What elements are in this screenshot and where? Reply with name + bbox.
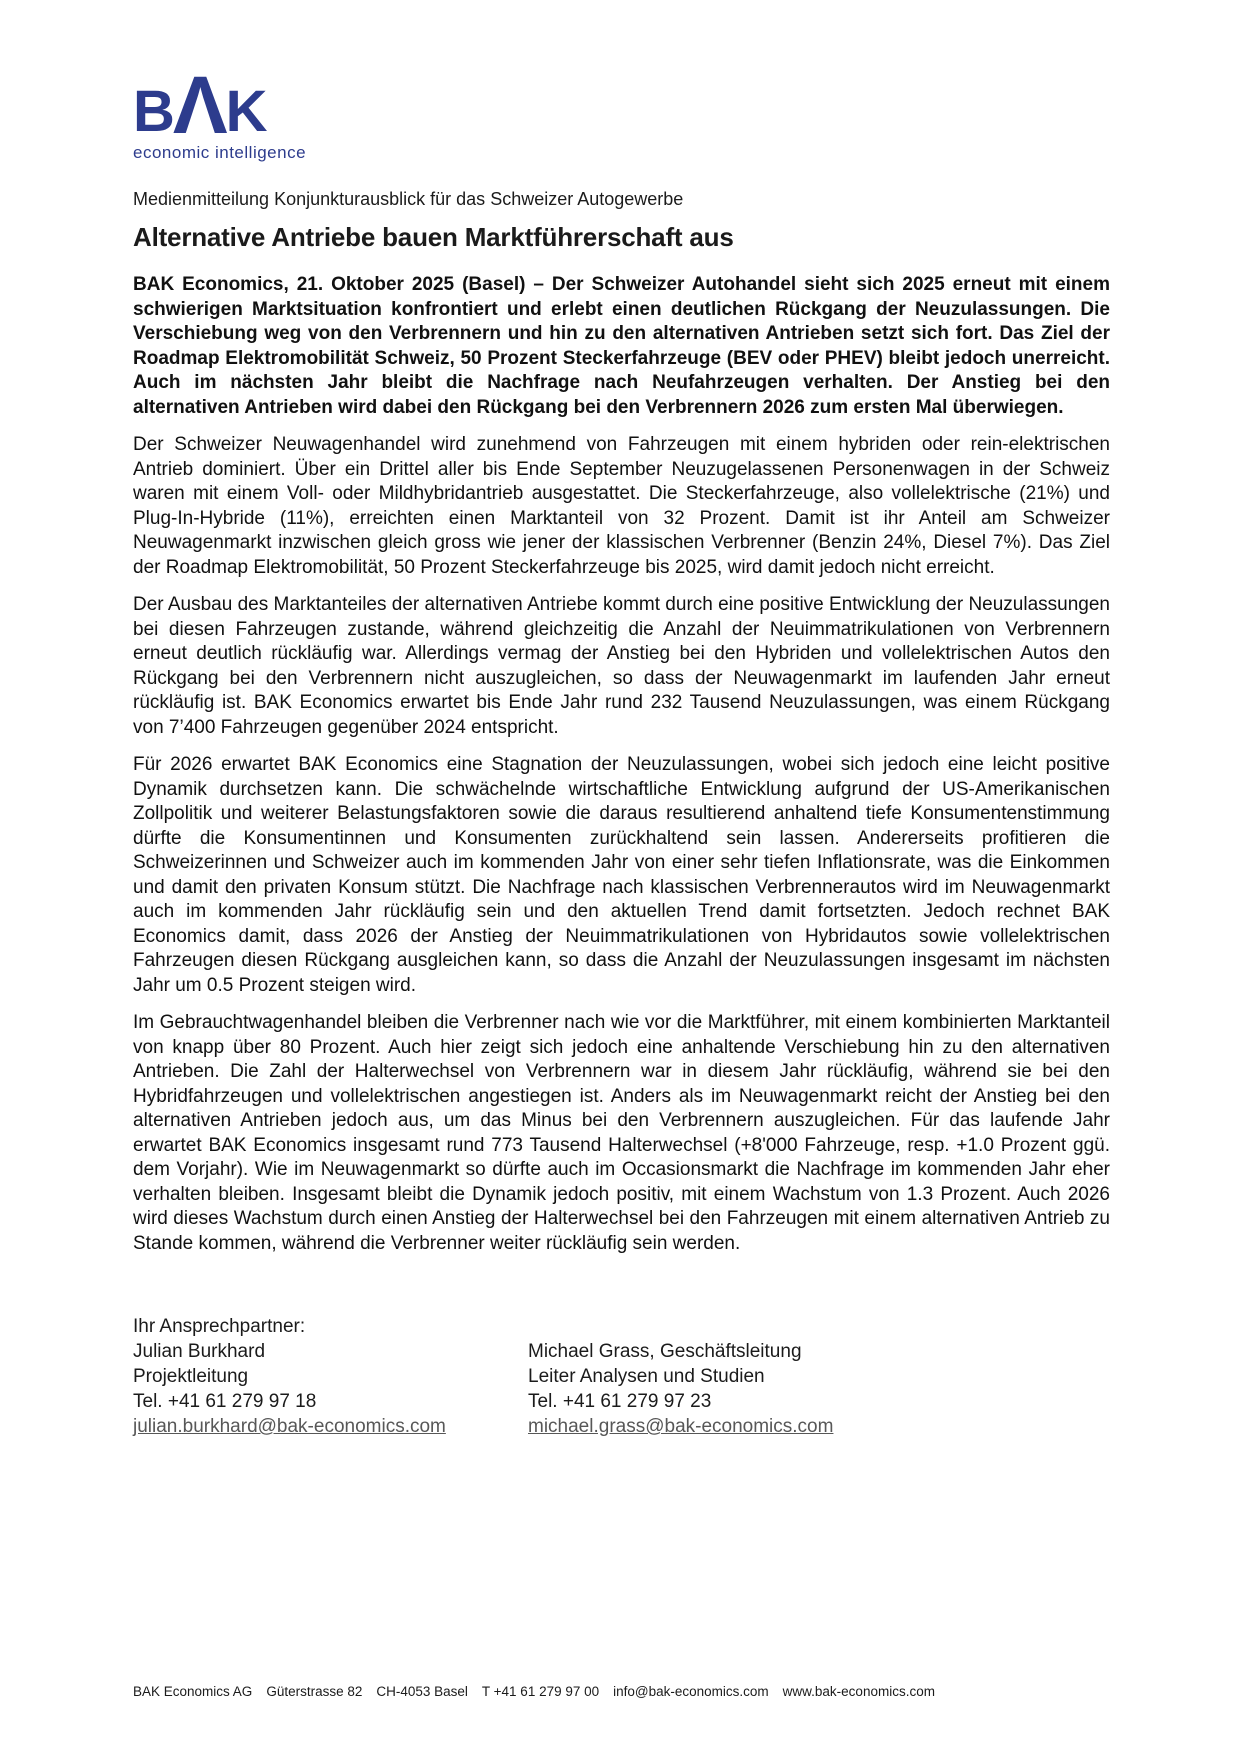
document-kicker: Medienmitteilung Konjunkturausblick für das Schweizer Autogewerbe	[133, 189, 684, 209]
body-paragraph: Der Schweizer Neuwagenhandel wird zunehmend von Fahrzeugen mit einem hybriden oder rein-elektrischen Antrieb dominiert. Über ein Drittel aller bis Ende September Neuzugelassenen Personenwagen in der Schweiz waren mit einem Voll- oder Mildhybridantrieb ausgestattet. Die Steckerfahrzeuge, also vollelektrische (21%) und Plug-In-Hybride (11%), erreichten einen Marktanteil von 32 Prozent. Damit ist ihr Anteil am Schweizer Neuwagenmarkt inzwischen gleich gross wie jener der klassischen Verbrenner (Benzin 24%, Diesel 7%). Das Ziel der Roadmap Elektromobilität, 50 Prozent Steckerfahrzeuge bis 2025, wird damit jedoch nicht erreicht.	[133, 434, 1110, 578]
logo-letter-b: B	[133, 79, 173, 144]
contact-phone: Tel. +41 61 279 97 18	[133, 1391, 317, 1412]
email-link-julian-burkhard[interactable]: julian.burkhard@bak-economics.com	[133, 1416, 446, 1437]
contact-card-julian-burkhard	[133, 1339, 528, 1439]
logo-tagline: economic intelligence	[133, 143, 307, 162]
contact-name: Michael Grass, Geschäftsleitung	[528, 1341, 802, 1362]
footer-street: Güterstrasse 82	[266, 1684, 363, 1699]
footer-website: www.bak-economics.com	[782, 1684, 935, 1699]
body-paragraph: Für 2026 erwartet BAK Economics eine Stagnation der Neuzulassungen, wobei sich jedoch eine leicht positive Dynamik durchsetzen kann. Die schwächelnde wirtschaftliche Entwicklung aufgrund der US-Amerikanischen Zollpolitik und weiterer Belastungsfaktoren sowie die daraus resultierend anhaltend tiefe Konsumentenstimmung dürfte die Konsumentinnen und Konsumenten zurückhaltend sein lassen. Andererseits profitieren die Schweizerinnen und Schweizer auch im kommenden Jahr von einer sehr tiefen Inflationsrate, was die Einkommen und damit den privaten Konsum stützt. Die Nachfrage nach klassischen Verbrennerautos wird im Neuwagenmarkt auch im kommenden Jahr rückläufig sein und den aktuellen Trend damit fortsetzten. Jedoch rechnet BAK Economics damit, dass 2026 der Anstieg der Neuimmatrikulationen von Hybridautos sowie vollelektrischen Fahrzeugen diesen Rückgang ausgleichen kann, so dass die Anzahl der Neuzulassungen insgesamt im nächsten Jahr um 0.5 Prozent steigen wird.	[133, 754, 1110, 996]
contact-card-michael-grass	[528, 1339, 833, 1439]
body-paragraph: Im Gebrauchtwagenhandel bleiben die Verbrenner nach wie vor die Marktführer, mit einem kombinierten Marktanteil von knapp über 80 Prozent. Auch hier zeigt sich jedoch eine anhaltende Verschiebung hin zu den alternativen Antrieben. Die Zahl der Halterwechsel von Verbrennern war in diesem Jahr rückläufig, während sie bei den Hybridfahrzeugen und vollelektrischen angestiegen ist. Anders als im Neuwagenmarkt reicht der Anstieg bei den alternativen Antrieben jedoch aus, um das Minus bei den Verbrennern auszugleichen. Für das laufende Jahr erwartet BAK Economics insgesamt rund 773 Tausend Halterwechsel (+8'000 Fahrzeuge, resp. +1.0 Prozent ggü. dem Vorjahr). Wie im Neuwagenmarkt so dürfte auch im Occasionsmarkt die Nachfrage im kommenden Jahr eher verhalten bleiben. Insgesamt bleibt die Dynamik jedoch positiv, mit einem Wachstum von 1.3 Prozent. Auch 2026 wird dieses Wachstum durch einen Anstieg der Halterwechsel bei den Fahrzeugen mit einem alternativen Antrieb zu Stande kommen, während die Verbrenner weiter rückläufig sein werden.	[133, 1012, 1110, 1254]
logo-letter-k: K	[225, 79, 266, 144]
article-body	[133, 273, 1110, 1256]
lead-paragraph: BAK Economics, 21. Oktober 2025 (Basel) – Der Schweizer Autohandel sieht sich 2025 erneut mit einem schwierigen Marktsituation konfrontiert und erlebt einen deutlichen Rückgang der Neuzulassungen. Die Verschiebung weg von den Verbrennern und hin zu den alternativen Antrieben setzt sich fort. Das Ziel der Roadmap Elektromobilität Schweiz, 50 Prozent Steckerfahrzeuge (BEV oder PHEV) bleibt jedoch unerreicht. Auch im nächsten Jahr bleibt die Nachfrage nach Neufahrzeugen verhalten. Der Anstieg bei den alternativen Antrieben wird dabei den Rückgang bei den Verbrennern 2026 zum ersten Mal überwiegen.	[133, 274, 1110, 418]
page-footer	[133, 1684, 935, 1699]
bak-logo	[133, 60, 1110, 151]
page-title: Alternative Antriebe bauen Marktführerschaft aus	[133, 222, 734, 252]
contact-role: Leiter Analysen und Studien	[528, 1366, 765, 1387]
footer-phone: T +41 61 279 97 00	[481, 1684, 600, 1699]
footer-company: BAK Economics AG	[133, 1684, 253, 1699]
logo-peak-icon: Λ	[172, 60, 226, 151]
contact-role: Projektleitung	[133, 1366, 249, 1387]
contact-heading: Ihr Ansprechpartner:	[133, 1316, 306, 1337]
body-paragraph: Der Ausbau des Marktanteiles der alternativen Antriebe kommt durch eine positive Entwicklung der Neuzulassungen bei diesen Fahrzeugen zustande, während gleichzeitig die Anzahl der Neuimmatrikulationen von Verbrennern erneut deutlich rückläufig war. Allerdings vermag der Anstieg bei den Hybriden und vollelektrischen Autos den Rückgang bei den Verbrennern nicht auszugleichen, so dass der Neuwagenmarkt im laufenden Jahr erneut rückläufig ist. BAK Economics erwartet bis Ende Jahr rund 232 Tausend Neuzulassungen, was einem Rückgang von 7’400 Fahrzeugen gegenüber 2024 entspricht.	[133, 594, 1110, 738]
contact-phone: Tel. +41 61 279 97 23	[528, 1391, 712, 1412]
footer-city: CH-4053 Basel	[376, 1684, 468, 1699]
contact-name: Julian Burkhard	[133, 1341, 266, 1362]
email-link-michael-grass[interactable]: michael.grass@bak-economics.com	[528, 1416, 834, 1437]
contact-section	[133, 1314, 1110, 1439]
footer-email: info@bak-economics.com	[613, 1684, 769, 1699]
